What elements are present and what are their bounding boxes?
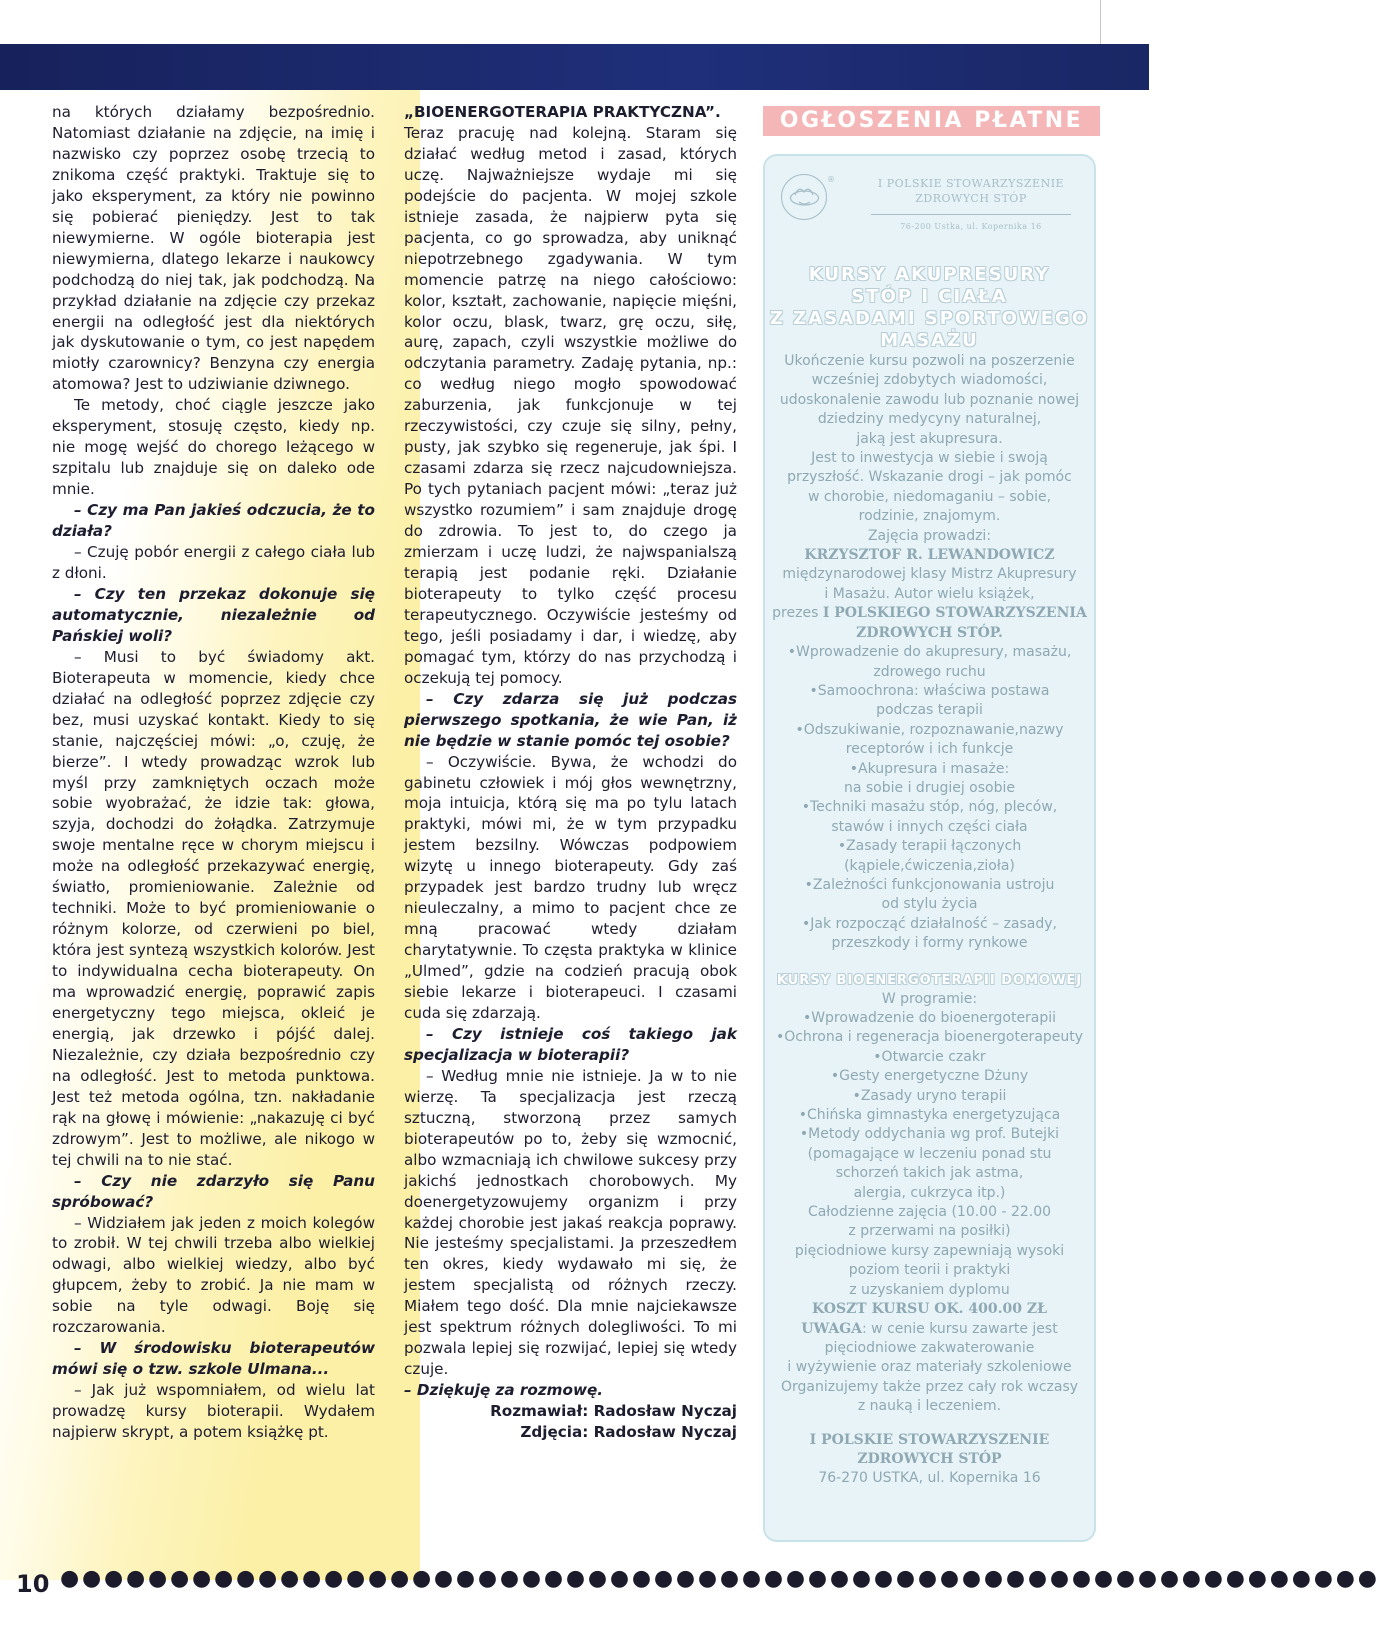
credit-line: Rozmawiał: Radosław Nyczaj [490,1402,737,1421]
ad-line: wcześniej zdobytych wiadomości, [811,372,1048,389]
ad-line: MASAŻU [880,330,979,351]
instructor-name: KRZYSZTOF R. LEWANDOWICZ [804,547,1055,564]
note-label: UWAGA [801,1320,863,1337]
ad-line: W programie: [881,990,978,1007]
article-paragraph: – Widziałem jak jeden z moich kolegów to zrobił. W tej chwili trzeba albo wielkiej odwagi, albo wielkiej wiedzy, albo być głupcem, żeby to zrobić. Ja nie mam w sobie na tyle odwagi. Boję się rozczarowania. [52,1213,375,1337]
president-line [765,604,1094,623]
ad-line: STÓP I CIAŁA [851,286,1008,307]
ad-line: Całodzienne zajęcia (10.00 - 22.00 [807,1204,1052,1221]
article-paragraph: – Czuję pobór energii z całego ciała lub z dłoni. [52,543,375,582]
ad-line: •Gesty energetyczne Dżuny [830,1068,1029,1085]
ad-line: •Jak rozpocząć działalność – zasady, [801,915,1057,932]
ad-organization [851,176,1091,234]
paid-ads-section [763,106,1100,1548]
ad-line: •Wprowadzenie do akupresury, masażu, [787,644,1072,661]
ad-line: w chorobie, niedomaganiu – sobie, [807,488,1052,505]
footer-address: 76-270 USTKA, ul. Kopernika 16 [818,1470,1041,1487]
ads-title: OGŁOSZENIA PŁATNE [763,106,1100,136]
ad-line: z przerwami na posiłki) [848,1223,1011,1240]
ad-line: pięciodniowe kursy zapewniają wysoki [794,1242,1065,1259]
top-color-band [0,44,1149,90]
ad-line: zdrowego ruchu [873,663,986,680]
ad-line: jaką jest akupresura. [856,430,1003,447]
ad-box [763,154,1096,1542]
ad-line: schorzeń takich jak astma, [835,1165,1024,1182]
ad-line: przeszkody i formy rynkowe [831,935,1028,952]
ad-line: KURSY AKUPRESURY [808,264,1051,285]
note-lines [765,1339,1094,1417]
note-first-line [765,1320,1094,1339]
org-name-line-2: ZDROWYCH STÓP [915,192,1027,205]
ad-line: międzynarodowej klasy Mistrz Akupresury [782,566,1077,583]
ad-line: poziom teorii i praktyki [848,1262,1011,1279]
foot-logo-icon [781,174,827,220]
article-paragraph: – Musi to być świadomy akt. Bioterapeuta w momencie, kiedy chce działać na odległość poprzez zdjęcie czy bez, musi uzyskać kontakt. Kiedy to się stanie, najczęściej mówi: „o, czuję, że bierze”. I wtedy prowadząc wzrok lub myśl przy zamkniętych oczach może sobie wyobrażać, że idzie tak: głowa, szyja, dochodzi do żołądka. Zatrzymuje swoje mentalne ręce w chorym miejscu i może na odległość przekazywać energię, światło, promieniowanie. Zależnie od techniki. Może to być promieniowanie o różnym kolorze, od czerwieni po biel, która jest syntezą wszystkich kolorów. Jest to indywidualna cecha bioterapeuty. On ma wprowadzić energię, poprawić zapis energetyczny tego miejsca, okleić je energią, jak drzewko i pójść dalej. Niezależnie, czy działa bezpośrednio czy na odległość. Jest to metoda punktowa. Jest też metoda ogólna, tzn. nakładanie rąk na głowę i mówienie: „nakazuję ci być zdrowym”. Jest to możliwe, ale nikogo w tej chwili na to nie stać. [52,647,375,1169]
article-paragraph: na których działamy bezpośrednio. Natomiast działanie na zdjęcie, na imię i nazwisko czy poprzez osobę trzecią to znikoma część praktyki. Traktuje się to jako eksperyment, za który nie powinno się pobierać pieniędzy. Jest to tak niewymierne. W ogóle bioterapia jest niewymierna, dlatego lekarze i naukowcy podchodzą do niej tak, jak podchodzą. Na przykład działanie na zdjęcie czy przekaz energii na odległość jest dla niektórych jak dyskutowanie o tym, co jest napędem miotły czarownicy? Benzyna czy energia atomowa? Jest to udziwianie dziwnego. [52,103,375,394]
ad-line: przyszłość. Wskazanie drogi – jak pomóc [787,469,1072,486]
ad-line: Jest to inwestycja w siebie i swoją [811,450,1048,467]
ad-line: •Ochrona i regeneracja bioenergoterapeuty [775,1029,1084,1046]
ad-line: •Metody oddychania wg prof. Butejki [799,1126,1060,1143]
credit-line: Zdjęcia: Radosław Nyczaj [520,1423,737,1442]
article-paragraph: – Według mnie nie istnieje. Ja w to nie wierzę. Ta specjalizacja jest rzeczą sztuczną, stworzoną przez samych bioterapeutów po to, żeby się wzmocnić, albo wzmacniają ich chwilowe sukcesy przy jakichś jednostkach chorobowych. My doenergetyzowujemy organizm i przy każdej chorobie jest jakaś reakcja poprawy. Nie jesteśmy specjalistami. Ja przeszedłem ten okres, kiedy wydawało mi się, że jestem specjalistą od różnych rzeczy. Miałem tego dość. Dla mnie najciekawsze jest spektrum różnych dolegliwości. To mi pozwala lepiej się rozwijać, lepiej się wtedy czuje. [404,1066,737,1379]
ad-line: (kąpiele,ćwiczenia,zioła) [844,857,1015,874]
note-line: : w cenie kursu zawarte jest [862,1320,1058,1337]
divider [871,214,1071,215]
ad-line: •Odszukiwanie, rozpoznawanie,nazwy [795,721,1064,738]
article-column-middle [404,102,737,1443]
ad-line: Z ZASADAMI SPORTOWEGO [769,308,1090,329]
ad-line: i Masażu. Autor wielu książek, [824,585,1035,602]
ad-line: •Zasady uryno terapii [852,1087,1007,1104]
interview-question: – Czy istnieje coś takiego jak specjalizacja w bioterapii? [404,1024,737,1064]
note-line: i wyżywienie oraz materiały szkoleniowe [787,1359,1072,1376]
registered-mark-icon: ® [827,175,835,184]
ad-line: udoskonalenie zawodu lub poznanie nowej [779,391,1080,408]
ad-description [765,352,1094,546]
note-line: pięciodniowe zakwaterowanie [824,1339,1035,1356]
ad-line: •Akupresura i masaże: [849,760,1010,777]
ad-line: •Techniki masażu stóp, nóg, pleców, [801,799,1058,816]
ad-line: receptorów i ich funkcje [845,741,1014,758]
ad-line: (pomagające w leczeniu ponad stu [807,1145,1052,1162]
bioenergy-program-list [765,990,1094,1301]
ad-line: podczas terapii [876,702,983,719]
courses-title [765,264,1094,352]
note-line: Organizujemy także przez cały rok wczasy [780,1378,1079,1395]
article-paragraph: Te metody, choć ciągle jeszcze jako eksperyment, stosuję często, kiedy np. nie mogę wejść do chorego leżącego w szpitalu lub znajduje się on daleko ode mnie. [52,396,375,499]
ad-line: Ukończenie kursu pozwoli na poszerzenie [784,353,1075,369]
interview-question: – Czy ten przekaz dokonuje się automatycznie, niezależnie od Pańskiej woli? [52,584,375,645]
ad-line: •Samoochrona: właściwa postawa [809,682,1050,699]
crop-mark [1100,0,1101,44]
ad-line: rodzinie, znajomym. [858,508,1001,525]
ad-line: •Chińska gimnastyka energetyzująca [798,1107,1061,1124]
article-paragraph: „BIOENERGOTERAPIA PRAKTYCZNA”. [404,103,721,121]
interview-question: – Czy zdarza się już podczas pierwszego spotkania, że wie Pan, iż nie będzie w stanie pomóc tej osobie? [404,689,737,750]
instructor-bio [765,565,1094,604]
interview-question: – W środowisku bioterapeutów mówi się o tzw. szkole Ulmana... [52,1339,375,1379]
org-address-small: 76-200 Ustka, ul. Kopernika 16 [900,222,1042,231]
president-prefix: prezes [772,605,823,622]
president-org: I POLSKIEGO STOWARZYSZENIA [822,605,1087,622]
ad-line: na sobie i drugiej osobie [843,779,1015,796]
ad-line: alergia, cukrzyca itp.) [853,1184,1006,1201]
ad-line: z uzyskaniem dyplomu [849,1281,1010,1298]
ad-line: dziedziny medycyny naturalnej, [817,411,1042,428]
footer-org-1: I POLSKIE STOWARZYSZENIE [809,1431,1050,1448]
courses2-title: KURSY BIOENERGOTERAPII DOMOWEJ [776,972,1083,988]
ad-line: •Zależności funkcjonowania ustroju [804,876,1055,893]
ad-line: •Zasady terapii łączonych [837,838,1022,855]
org-name-line-1: I POLSKIE STOWARZYSZENIE [877,177,1065,190]
ad-line: •Otwarcie czakr [873,1048,986,1065]
page-number: 10 [16,1570,50,1598]
course-program-list [765,643,1094,954]
footer-org-2: ZDROWYCH STÓP [857,1450,1002,1467]
footer-dot-rule: ●●●●●●●●●●●●●●●●●●●●●●●●●●●●●●●●●●●●●●●●●●●●●●●●●●●●●●●●●●●● [60,1566,1380,1591]
interview-question: – Czy nie zdarzyło się Panu spróbować? [52,1171,375,1211]
ad-line: stawów i innych części ciała [831,818,1028,835]
course-cost: KOSZT KURSU OK. 400.00 ZŁ [811,1301,1048,1318]
interview-question: – Dziękuję za rozmowę. [404,1381,604,1400]
ad-header [765,166,1094,236]
ad-line: Zajęcia prowadzi: [867,527,992,544]
ad-line: •Wprowadzenie do bioenergoterapii [802,1010,1057,1026]
ad-line: od stylu życia [881,896,978,913]
article-paragraph: – Jak już wspomniałem, od wielu lat prowadzę kursy bioterapii. Wydałem najpierw skrypt, a potem książkę pt. [52,1381,375,1442]
article-paragraph: – Oczywiście. Bywa, że wchodzi do gabinetu człowiek i mój głos wewnętrzny, moja intuicja, którą się ma po tylu latach praktyki, mówi mi, że w tym przypadku jestem bezsilny. Wówczas podpowiem wizytę u innego bioterapeuty. Gdy zaś przypadek jest bardzo trudny lub wręcz nieuleczalny, a mimo to pacjent chce ze mną pracować wtedy działam charytatywnie. To częsta praktyka w klinice „Ulmed”, gdzie na codzień pracują obok siebie lekarze i bioterapeuci. I czasami cuda się zdarzają. [404,752,737,1022]
interview-question: – Czy ma Pan jakieś odczucia, że to działa? [52,501,375,541]
president-org-2: ZDROWYCH STÓP. [856,624,1003,641]
note-line: z nauką i leczeniem. [857,1398,1002,1415]
article-paragraph: Teraz pracuję nad kolejną. Staram się działać według metod i zasad, których uczę. Najważniejsze wydaje mi się podejście do pacjenta. W mojej szkole istnieje zasada, że najpierw pyta się pacjenta, co go sprowadza, aby uniknąć niepotrzebnego zgadywania. W tym momencie patrzę na niego całościowo: kolor, kształt, zachowanie, napięcie mięśni, kolor oczu, blask, twarz, grę oczu, siłę, aurę, zapach, czyli wszystkie możliwe do odczytania parametry. Zadaję pytania, np.: co według niego mogło spowodować zaburzenia, jak funkcjonuje w tej rzeczywistości, czy czuje się silny, pełny, pusty, jak szybko się regeneruje, jak śpi. I czasami zdarza się rzecz najcudowniejsza. Po tych pytaniach pacjent mówi: „teraz już wszystko rozumiem” i sam znajduje drogę do zdrowia. To jest to, do czego ja zmierzam i uczę ludzi, że najwspanialszą terapią jest podanie ręki. Działanie bioterapeuty to tylko część procesu terapeutycznego. Oczywiście jesteśmy od tego, jeśli posiadamy i dar, i wiedzę, aby pomagać tym, którzy do nas przychodzą i oczekują tej pomocy. [404,123,737,687]
article-column-left [52,102,375,1443]
